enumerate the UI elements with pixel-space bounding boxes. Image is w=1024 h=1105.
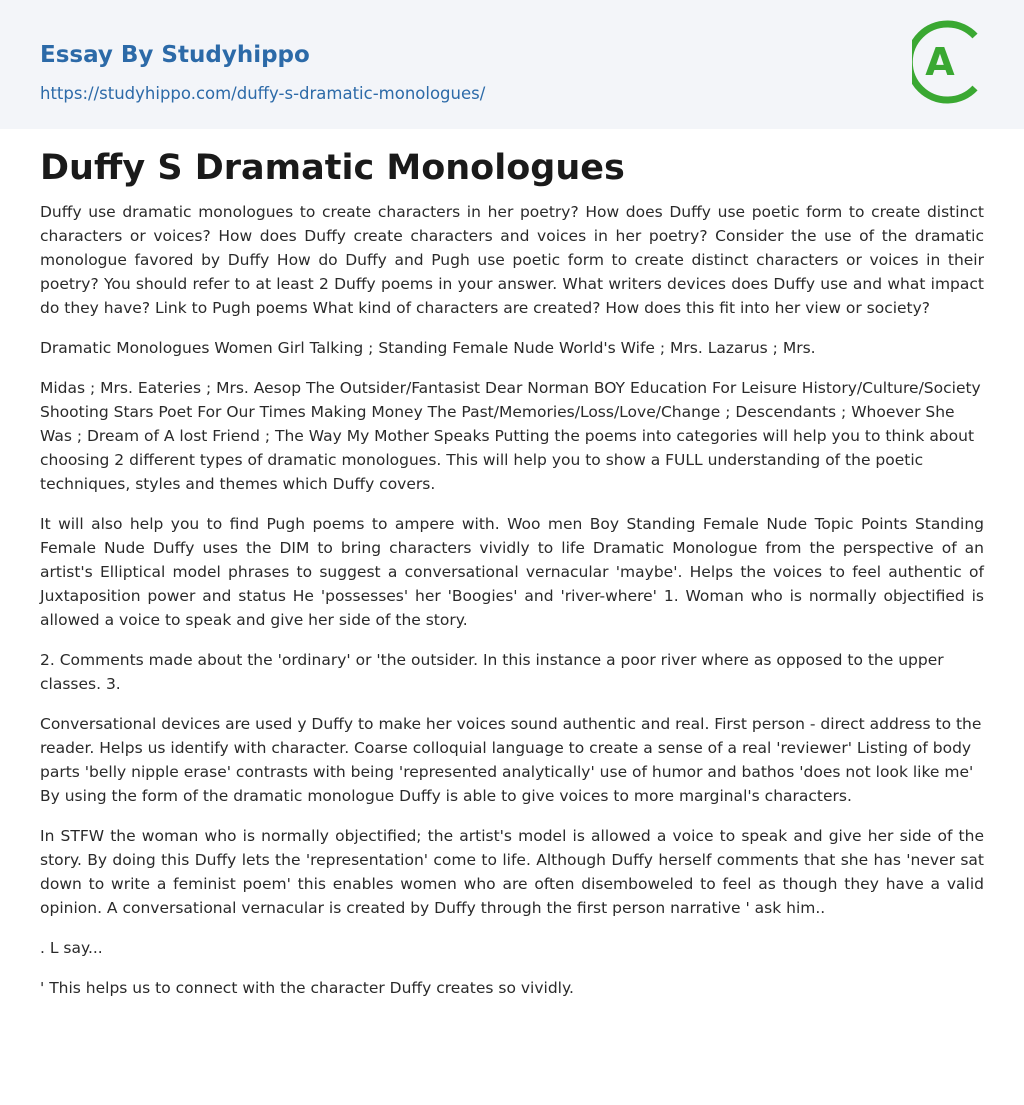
logo-letter: A <box>925 40 955 84</box>
paragraph: . L say... <box>40 939 103 957</box>
site-title[interactable]: Essay By Studyhippo <box>40 42 310 68</box>
paragraph: It will also help you to find Pugh poems to ampere with. Woo men Boy Standing Female Nude Topic Points Standing Female Nude Duffy uses the DIM to bring characters vividly to life Dramatic Monologue from the perspective of an artist's Elliptical model phrases to suggest a conversational vernacular 'maybe'. Helps the voices to feel authentic of Juxtaposition power and status He 'possesses' her 'Boogies' and 'river-where' 1. Woman who is normally objectified is allowed a voice to speak and give her side of the story. <box>40 515 984 629</box>
article-body <box>40 200 984 1016</box>
paragraph: Duffy use dramatic monologues to create characters in her poetry? How does Duffy use poetic form to create distinct characters or voices? How does Duffy create characters and voices in her poetry? Consider the use of the dramatic monologue favored by Duffy How do Duffy and Pugh use poetic form to create distinct characters or voices in their poetry? You should refer to at least 2 Duffy poems in your answer. What writers devices does Duffy use and what impact do they have? Link to Pugh poems What kind of characters are created? How does this fit into her view or society? <box>40 203 984 317</box>
paragraph: ' This helps us to connect with the character Duffy creates so vividly. <box>40 979 574 997</box>
paragraph: In STFW the woman who is normally objectified; the artist's model is allowed a voice to speak and give her side of the story. By doing this Duffy lets the 'representation' come to life. Although Duffy herself comments that she has 'never sat down to write a feminist poem' this enables women who are often disemboweled to feel as though they have a valid opinion. A conversational vernacular is created by Duffy through the first person narrative ' ask him.. <box>40 827 984 917</box>
page-title: Duffy S Dramatic Monologues <box>40 148 625 188</box>
studyhippo-logo-icon[interactable] <box>912 19 986 105</box>
paragraph: 2. Comments made about the 'ordinary' or 'the outsider. In this instance a poor river where as opposed to the upper classes. 3. <box>40 651 944 693</box>
paragraph: Dramatic Monologues Women Girl Talking ; Standing Female Nude World's Wife ; Mrs. Lazarus ; Mrs. <box>40 339 816 357</box>
source-url-link[interactable]: https://studyhippo.com/duffy-s-dramatic-monologues/ <box>40 84 486 103</box>
paragraph: Midas ; Mrs. Eateries ; Mrs. Aesop The Outsider/Fantasist Dear Norman BOY Education For Leisure History/Culture/Society Shooting Stars Poet For Our Times Making Money The Past/Memories/Loss/Love/Change ; Descendants ; Whoever She Was ; Dream of A lost Friend ; The Way My Mother Speaks Putting the poems into categories will help you to think about choosing 2 different types of dramatic monologues. This will help you to show a FULL understanding of the poetic techniques, styles and themes which Duffy covers. <box>40 379 981 493</box>
paragraph: Conversational devices are used y Duffy to make her voices sound authentic and real. First person - direct address to the reader. Helps us identify with character. Coarse colloquial language to create a sense of a real 'reviewer' Listing of body parts 'belly nipple erase' contrasts with being 'represented analytically' use of humor and bathos 'does not look like me' By using the form of the dramatic monologue Duffy is able to give voices to more marginal's characters. <box>40 715 982 805</box>
